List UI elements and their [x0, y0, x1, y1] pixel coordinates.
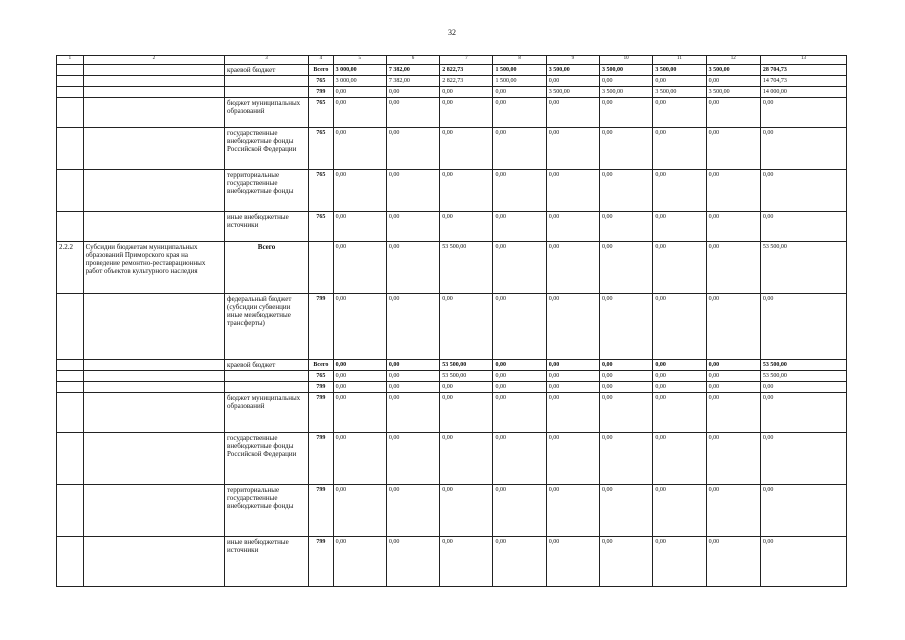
value-cell: 0,00 [600, 170, 653, 212]
table-row [57, 485, 847, 537]
code-cell: 799 [309, 87, 334, 98]
page-number: 32 [448, 28, 456, 37]
source-cell: территориальные государственные внебюджетные фонды [225, 485, 309, 537]
header-cell: 5 [333, 56, 386, 65]
value-cell: 0,00 [653, 360, 706, 371]
table-row [57, 393, 847, 433]
value-cell: 0,00 [546, 170, 599, 212]
value-cell: 3 000,00 [333, 65, 386, 76]
value-cell: 1 500,00 [493, 76, 546, 87]
value-cell: 0,00 [653, 382, 706, 393]
value-cell: 0,00 [333, 87, 386, 98]
value-cell: 0,00 [600, 242, 653, 294]
value-cell: 0,00 [653, 537, 706, 587]
header-cell: 12 [706, 56, 760, 65]
value-cell: 0,00 [706, 485, 760, 537]
value-cell: 0,00 [706, 170, 760, 212]
header-cell: 1 [57, 56, 84, 65]
value-cell: 0,00 [493, 382, 546, 393]
table-row [57, 537, 847, 587]
value-cell: 0,00 [440, 294, 493, 360]
value-cell: 0,00 [706, 212, 760, 242]
value-cell: 0,00 [440, 170, 493, 212]
description-cell [83, 382, 224, 393]
item-number-cell: 2.2.2 [57, 242, 84, 294]
value-cell: 0,00 [440, 128, 493, 170]
value-cell: 7 382,00 [386, 76, 439, 87]
code-cell: 765 [309, 128, 334, 170]
table-row [57, 242, 847, 294]
value-cell: 3 500,00 [600, 65, 653, 76]
source-cell [225, 382, 309, 393]
description-cell [83, 485, 224, 537]
value-cell: 0,00 [653, 170, 706, 212]
value-cell: 0,00 [600, 393, 653, 433]
value-cell: 0,00 [333, 360, 386, 371]
table-row [57, 360, 847, 371]
value-cell: 0,00 [706, 76, 760, 87]
source-cell: бюджет муниципальных образований [225, 393, 309, 433]
description-cell [83, 128, 224, 170]
value-cell: 0,00 [600, 382, 653, 393]
value-cell: 0,00 [653, 433, 706, 485]
table-row [57, 128, 847, 170]
value-cell: 0,00 [706, 128, 760, 170]
value-cell: 0,00 [546, 128, 599, 170]
value-cell: 0,00 [386, 371, 439, 382]
value-cell: 0,00 [386, 433, 439, 485]
table-row [57, 212, 847, 242]
description-cell [83, 433, 224, 485]
value-cell: 0,00 [333, 537, 386, 587]
table-row [57, 170, 847, 212]
value-cell: 0,00 [440, 485, 493, 537]
value-cell: 0,00 [706, 433, 760, 485]
value-cell: 0,00 [493, 212, 546, 242]
value-cell: 0,00 [653, 98, 706, 128]
value-cell: 3 500,00 [653, 65, 706, 76]
source-cell: краевой бюджет [225, 65, 309, 76]
value-cell: 0,00 [546, 485, 599, 537]
description-cell [83, 170, 224, 212]
value-cell: 0,00 [333, 170, 386, 212]
item-number-cell [57, 294, 84, 360]
value-cell: 0,00 [546, 212, 599, 242]
value-cell: 3 500,00 [653, 87, 706, 98]
value-cell: 0,00 [440, 87, 493, 98]
value-cell: 0,00 [653, 294, 706, 360]
value-cell: 0,00 [706, 537, 760, 587]
code-cell: Всего [309, 65, 334, 76]
value-cell: 0,00 [600, 360, 653, 371]
source-cell [225, 371, 309, 382]
value-cell: 0,00 [493, 485, 546, 537]
description-cell [83, 371, 224, 382]
item-number-cell [57, 65, 84, 76]
value-cell: 0,00 [653, 393, 706, 433]
item-number-cell [57, 433, 84, 485]
value-cell: 0,00 [546, 382, 599, 393]
table-row [57, 65, 847, 76]
source-cell: территориальные государственные внебюджетные фонды [225, 170, 309, 212]
header-cell: 9 [546, 56, 599, 65]
value-cell: 0,00 [760, 128, 846, 170]
value-cell: 0,00 [760, 212, 846, 242]
value-cell: 0,00 [440, 98, 493, 128]
item-number-cell [57, 87, 84, 98]
header-cell: 13 [760, 56, 846, 65]
value-cell: 28 704,73 [760, 65, 846, 76]
value-cell: 0,00 [546, 98, 599, 128]
value-cell: 2 822,73 [440, 76, 493, 87]
value-cell: 0,00 [760, 98, 846, 128]
description-cell [83, 537, 224, 587]
code-cell: 799 [309, 433, 334, 485]
value-cell: 53 500,00 [760, 242, 846, 294]
value-cell: 53 500,00 [440, 360, 493, 371]
table-row [57, 371, 847, 382]
value-cell: 0,00 [386, 170, 439, 212]
value-cell: 0,00 [493, 537, 546, 587]
source-cell: государственные внебюджетные фонды Российской Федерации [225, 128, 309, 170]
description-cell [83, 65, 224, 76]
value-cell: 0,00 [706, 393, 760, 433]
value-cell: 53 500,00 [440, 371, 493, 382]
source-cell: иные внебюджетные источники [225, 537, 309, 587]
code-cell: 799 [309, 485, 334, 537]
value-cell: 0,00 [653, 128, 706, 170]
header-cell: 4 [309, 56, 334, 65]
item-number-cell [57, 393, 84, 433]
value-cell: 0,00 [333, 371, 386, 382]
value-cell: 0,00 [386, 382, 439, 393]
value-cell: 0,00 [493, 393, 546, 433]
description-cell [83, 294, 224, 360]
value-cell: 0,00 [493, 242, 546, 294]
value-cell: 0,00 [440, 212, 493, 242]
code-cell: 765 [309, 76, 334, 87]
code-cell: 765 [309, 212, 334, 242]
value-cell: 0,00 [333, 393, 386, 433]
code-cell: 765 [309, 170, 334, 212]
value-cell: 0,00 [386, 393, 439, 433]
value-cell: 0,00 [493, 128, 546, 170]
header-cell: 7 [440, 56, 493, 65]
value-cell: 0,00 [706, 98, 760, 128]
value-cell: 0,00 [333, 294, 386, 360]
value-cell: 0,00 [600, 98, 653, 128]
value-cell: 0,00 [546, 242, 599, 294]
value-cell: 0,00 [386, 128, 439, 170]
value-cell: 0,00 [546, 371, 599, 382]
value-cell: 0,00 [653, 242, 706, 294]
value-cell: 0,00 [546, 360, 599, 371]
header-cell: 8 [493, 56, 546, 65]
header-cell: 6 [386, 56, 439, 65]
table-row [57, 294, 847, 360]
value-cell: 0,00 [333, 128, 386, 170]
item-number-cell [57, 485, 84, 537]
value-cell: 3 500,00 [600, 87, 653, 98]
value-cell: 0,00 [760, 537, 846, 587]
value-cell: 0,00 [600, 485, 653, 537]
value-cell: 1 500,00 [493, 65, 546, 76]
value-cell: 14 000,00 [760, 87, 846, 98]
value-cell: 0,00 [600, 537, 653, 587]
value-cell: 0,00 [493, 170, 546, 212]
header-cell: 2 [83, 56, 224, 65]
source-cell: иные внебюджетные источники [225, 212, 309, 242]
code-cell: 765 [309, 371, 334, 382]
value-cell: 0,00 [333, 485, 386, 537]
value-cell: 53 500,00 [440, 242, 493, 294]
value-cell: 0,00 [333, 382, 386, 393]
value-cell: 0,00 [493, 87, 546, 98]
item-number-cell [57, 371, 84, 382]
value-cell: 0,00 [546, 393, 599, 433]
table-row [57, 76, 847, 87]
description-cell [83, 393, 224, 433]
item-number-cell [57, 128, 84, 170]
item-number-cell [57, 98, 84, 128]
value-cell: 0,00 [440, 433, 493, 485]
source-cell [225, 87, 309, 98]
value-cell: 0,00 [440, 393, 493, 433]
code-cell: 799 [309, 537, 334, 587]
code-cell: 799 [309, 393, 334, 433]
code-cell: 765 [309, 98, 334, 128]
value-cell: 53 500,00 [760, 371, 846, 382]
value-cell: 0,00 [760, 485, 846, 537]
description-cell [83, 76, 224, 87]
value-cell: 0,00 [493, 371, 546, 382]
value-cell: 0,00 [440, 382, 493, 393]
item-number-cell [57, 537, 84, 587]
value-cell: 7 382,00 [386, 65, 439, 76]
source-cell: бюджет муниципальных образований [225, 98, 309, 128]
value-cell: 3 000,00 [333, 76, 386, 87]
value-cell: 0,00 [760, 393, 846, 433]
item-number-cell [57, 212, 84, 242]
description-cell [83, 87, 224, 98]
value-cell: 0,00 [653, 76, 706, 87]
value-cell: 0,00 [760, 294, 846, 360]
header-cell: 11 [653, 56, 706, 65]
value-cell: 0,00 [706, 360, 760, 371]
table-row [57, 98, 847, 128]
value-cell: 3 500,00 [706, 65, 760, 76]
value-cell: 14 704,73 [760, 76, 846, 87]
value-cell: 0,00 [386, 360, 439, 371]
value-cell: 0,00 [493, 360, 546, 371]
value-cell: 0,00 [653, 212, 706, 242]
value-cell: 53 500,00 [760, 360, 846, 371]
value-cell: 0,00 [333, 433, 386, 485]
value-cell: 3 500,00 [546, 87, 599, 98]
value-cell: 0,00 [653, 371, 706, 382]
code-cell: 799 [309, 294, 334, 360]
value-cell: 0,00 [706, 242, 760, 294]
source-cell: краевой бюджет [225, 360, 309, 371]
description-cell [83, 212, 224, 242]
description-cell [83, 360, 224, 371]
value-cell: 0,00 [386, 242, 439, 294]
item-number-cell [57, 360, 84, 371]
value-cell: 0,00 [600, 128, 653, 170]
source-cell: Всего [225, 242, 309, 294]
value-cell: 0,00 [386, 485, 439, 537]
value-cell: 0,00 [760, 433, 846, 485]
value-cell: 0,00 [333, 242, 386, 294]
value-cell: 0,00 [386, 537, 439, 587]
value-cell: 0,00 [386, 98, 439, 128]
table-row [57, 382, 847, 393]
value-cell: 0,00 [760, 382, 846, 393]
value-cell: 0,00 [493, 98, 546, 128]
code-cell [309, 242, 334, 294]
value-cell: 0,00 [600, 371, 653, 382]
value-cell: 0,00 [546, 433, 599, 485]
table-row [57, 433, 847, 485]
value-cell: 0,00 [333, 98, 386, 128]
value-cell: 0,00 [386, 87, 439, 98]
budget-table [56, 55, 847, 587]
value-cell: 0,00 [760, 170, 846, 212]
item-number-cell [57, 76, 84, 87]
value-cell: 0,00 [706, 382, 760, 393]
item-number-cell [57, 382, 84, 393]
value-cell: 0,00 [546, 294, 599, 360]
header-row [57, 56, 847, 65]
value-cell: 0,00 [706, 294, 760, 360]
value-cell: 0,00 [706, 371, 760, 382]
source-cell: государственные внебюджетные фонды Российской Федерации [225, 433, 309, 485]
value-cell: 0,00 [546, 76, 599, 87]
value-cell: 0,00 [493, 433, 546, 485]
table-row [57, 87, 847, 98]
value-cell: 3 500,00 [706, 87, 760, 98]
value-cell: 0,00 [653, 485, 706, 537]
value-cell: 0,00 [386, 212, 439, 242]
description-cell [83, 98, 224, 128]
value-cell: 0,00 [600, 433, 653, 485]
value-cell: 3 500,00 [546, 65, 599, 76]
value-cell: 0,00 [386, 294, 439, 360]
value-cell: 0,00 [333, 212, 386, 242]
header-cell: 10 [600, 56, 653, 65]
header-cell: 3 [225, 56, 309, 65]
source-cell: федеральный бюджет (субсидии субвенции иные межбюджетные трансферты) [225, 294, 309, 360]
value-cell: 0,00 [600, 294, 653, 360]
value-cell: 0,00 [600, 76, 653, 87]
code-cell: 799 [309, 382, 334, 393]
value-cell: 0,00 [493, 294, 546, 360]
description-cell: Субсидии бюджетам муниципальных образований Приморского края на проведение ремонтно-реставрационных работ объектов культурного наследия [83, 242, 224, 294]
source-cell [225, 76, 309, 87]
value-cell: 0,00 [546, 537, 599, 587]
value-cell: 0,00 [440, 537, 493, 587]
item-number-cell [57, 170, 84, 212]
value-cell: 2 822,73 [440, 65, 493, 76]
value-cell: 0,00 [600, 212, 653, 242]
code-cell: Всего [309, 360, 334, 371]
table-body [57, 56, 847, 587]
